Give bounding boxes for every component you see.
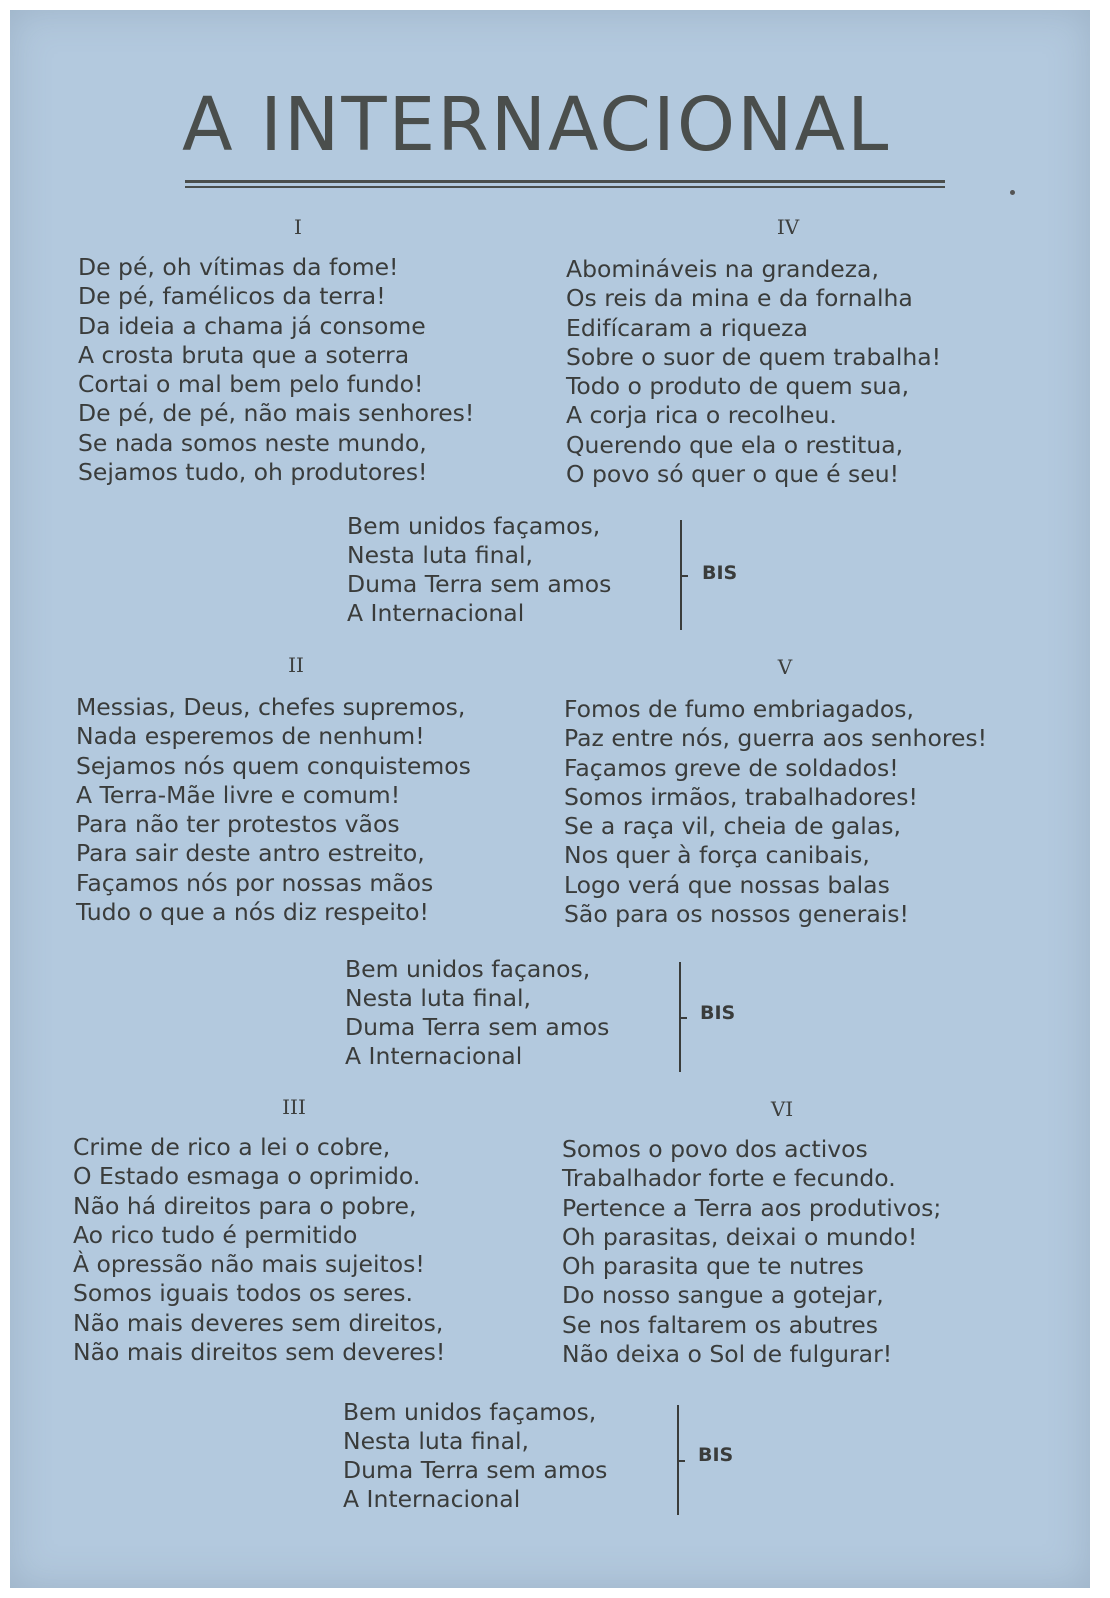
refrain-brace — [680, 520, 692, 630]
verse-line: Se nos faltarem os abutres — [562, 1310, 878, 1339]
verse-line: Somos o povo dos activos — [562, 1135, 868, 1163]
stanza-4 — [566, 255, 941, 489]
refrain-brace — [679, 962, 691, 1072]
verse-line: De pé, famélicos da terra! — [78, 282, 386, 311]
verse-line: O povo só quer o que é seu! — [566, 460, 900, 489]
bis-mark: BIS — [702, 562, 738, 584]
verse-line: Oh parasitas, deixai o mundo! — [562, 1222, 918, 1251]
verse-line: Façamos nós por nossas mãos — [76, 868, 434, 897]
verse-line: À opressão não mais sujeitos! — [73, 1250, 425, 1279]
refrain-line: Bem unidos façanos, — [345, 955, 591, 983]
refrain-line: A Internacional — [347, 599, 525, 627]
verse-line: Pertence a Terra aos produtivos; — [562, 1193, 942, 1222]
refrain-1 — [347, 512, 611, 628]
verse-line: Nos quer à força canibais, — [564, 841, 870, 870]
verse-line: Se a raça vil, cheia de galas, — [564, 812, 901, 841]
verse-line: Trabalhador forte e fecundo. — [562, 1164, 896, 1193]
verse-line: São para os nossos generais! — [564, 900, 909, 929]
verse-line: Da ideia a chama já consome — [78, 311, 426, 340]
stanza-numeral-3: III — [282, 1095, 306, 1119]
stanza-numeral-1: I — [294, 215, 302, 239]
verse-line: Sejamos tudo, oh produtores! — [78, 458, 428, 487]
refrain-line: Duma Terra sem amos — [347, 570, 612, 598]
verse-line: Façamos greve de soldados! — [564, 753, 899, 782]
verse-line: O Estado esmaga o oprimido. — [73, 1162, 421, 1191]
verse-line: De pé, oh vítimas da fome! — [78, 253, 399, 281]
verse-line: Edifícaram a riqueza — [566, 313, 808, 342]
verse-line: Paz entre nós, guerra aos senhores! — [564, 724, 988, 753]
refrain-line: A Internacional — [345, 1042, 523, 1070]
stanza-3 — [73, 1133, 445, 1367]
verse-line: Somos irmãos, trabalhadores! — [564, 782, 918, 811]
refrain-line: Nesta luta final, — [343, 1427, 529, 1455]
verse-line: Cortai o mal bem pelo fundo! — [78, 370, 424, 399]
refrain-line: A Internacional — [343, 1485, 521, 1513]
verse-line: Para sair deste antro estreito, — [76, 839, 425, 868]
title-underline-double — [185, 186, 945, 188]
verse-line: Não mais deveres sem direitos, — [73, 1308, 444, 1337]
verse-line: A crosta bruta que a soterra — [78, 340, 410, 369]
verse-line: Oh parasita que te nutres — [562, 1252, 864, 1281]
verse-line: Nada esperemos de nenhum! — [76, 722, 425, 751]
verse-line: Querendo que ela o restitua, — [566, 430, 904, 459]
stanza-numeral-5: V — [777, 655, 793, 679]
refrain-3 — [343, 1398, 607, 1514]
refrain-2 — [345, 955, 609, 1071]
stanza-5 — [564, 695, 987, 929]
verse-line: A corja rica o recolheu. — [566, 401, 837, 430]
title-underline — [185, 180, 945, 183]
song-sheet — [10, 10, 1090, 1588]
verse-line: Do nosso sangue a gotejar, — [562, 1281, 884, 1310]
refrain-line: Bem unidos façamos, — [347, 512, 601, 540]
verse-line: Somos iguais todos os seres. — [73, 1279, 413, 1308]
stanza-2 — [76, 693, 471, 927]
verse-line: Sobre o suor de quem trabalha! — [566, 342, 942, 371]
verse-line: De pé, de pé, não mais senhores! — [78, 399, 475, 428]
refrain-line: Duma Terra sem amos — [343, 1456, 608, 1484]
verse-line: Não há direitos para o pobre, — [73, 1191, 417, 1220]
refrain-line: Duma Terra sem amos — [345, 1013, 610, 1041]
verse-line: Se nada somos neste mundo, — [78, 428, 427, 457]
verse-line: Logo verá que nossas balas — [564, 870, 890, 899]
bis-mark: BIS — [700, 1002, 736, 1024]
verse-line: Ao rico tudo é permitido — [73, 1220, 358, 1249]
stanza-6 — [562, 1135, 941, 1369]
stanza-numeral-2: II — [288, 653, 304, 677]
verse-line: Crime de rico a lei o cobre, — [73, 1133, 391, 1161]
refrain-line: Nesta luta final, — [347, 541, 533, 569]
stanza-numeral-6: VI — [770, 1097, 794, 1121]
page-title: A INTERNACIONAL — [182, 82, 891, 168]
stanza-numeral-4: IV — [776, 215, 800, 239]
stanza-1 — [78, 253, 474, 487]
verse-line: Messias, Deus, chefes supremos, — [76, 693, 466, 721]
verse-line: Sejamos nós quem conquistemos — [76, 751, 471, 780]
verse-line: Todo o produto de quem sua, — [566, 372, 910, 401]
verse-line: Não mais direitos sem deveres! — [73, 1338, 446, 1367]
verse-line: Tudo o que a nós diz respeito! — [76, 898, 429, 927]
refrain-line: Bem unidos façamos, — [343, 1398, 597, 1426]
verse-line: Os reis da mina e da fornalha — [566, 284, 913, 313]
refrain-brace — [677, 1405, 689, 1515]
verse-line: Para não ter protestos vãos — [76, 810, 400, 839]
verse-line: Fomos de fumo embriagados, — [564, 695, 914, 723]
verse-line: Abomináveis na grandeza, — [566, 255, 879, 283]
verse-line: A Terra-Mãe livre e comum! — [76, 780, 401, 809]
bis-mark: BIS — [698, 1444, 734, 1466]
verse-line: Não deixa o Sol de fulgurar! — [562, 1340, 893, 1369]
refrain-line: Nesta luta final, — [345, 984, 531, 1012]
ink-speck — [1010, 190, 1015, 195]
